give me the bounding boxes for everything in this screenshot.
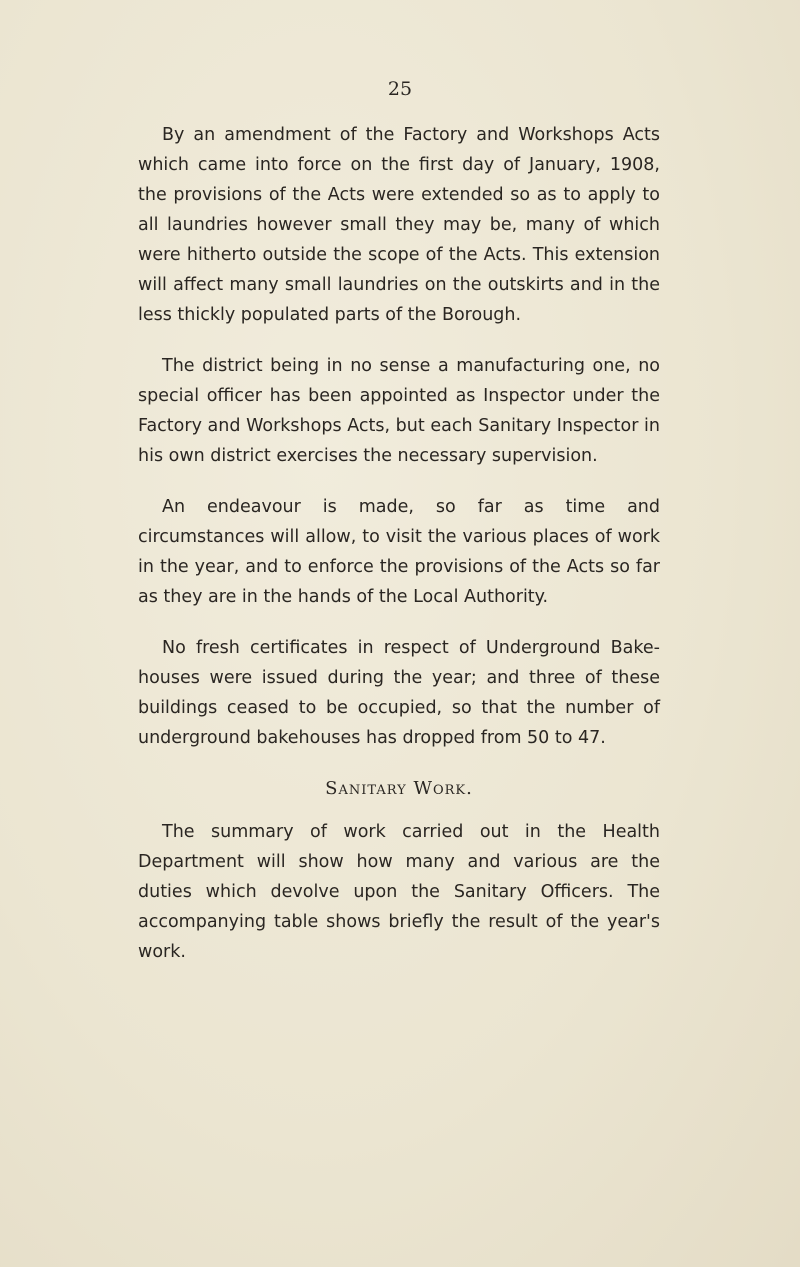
paragraph-inspector: The district being in no sense a manufacturing one, no special officer has been appointed as Inspector under the Factory and Workshops Acts, but each Sanitary Inspector in his own district exercises the necessary supervision.: [138, 356, 660, 466]
body-text: [138, 120, 660, 988]
paragraph-bakehouses: No fresh certificates in respect of Underground Bake-houses were issued during the year; and three of these buildings ceased to be occupied, so that the number of underground bakehouses has dropped from 50 to 47.: [138, 638, 660, 748]
paragraph-visits: An endeavour is made, so far as time and circumstances will allow, to visit the various places of work in the year, and to enforce the provisions of the Acts so far as they are in the hands of the Local Authority.: [138, 497, 660, 607]
page-number: 25: [387, 78, 413, 100]
section-heading: Sanitary Work.: [325, 778, 473, 799]
paragraph-laundries: By an amendment of the Factory and Workshops Acts which came into force on the first day of January, 1908, the provisions of the Acts were extended so as to apply to all laundries however small they may be, many of which were hitherto outside the scope of the Acts. This extension will affect many small laundries on the outskirts and in the less thickly populated parts of the Borough.: [138, 125, 660, 325]
paragraph-summary: The summary of work carried out in the Health Department will show how many and various are the duties which devolve upon the Sanitary Officers. The accompanying table shows briefly the result of the year's work.: [138, 822, 660, 962]
